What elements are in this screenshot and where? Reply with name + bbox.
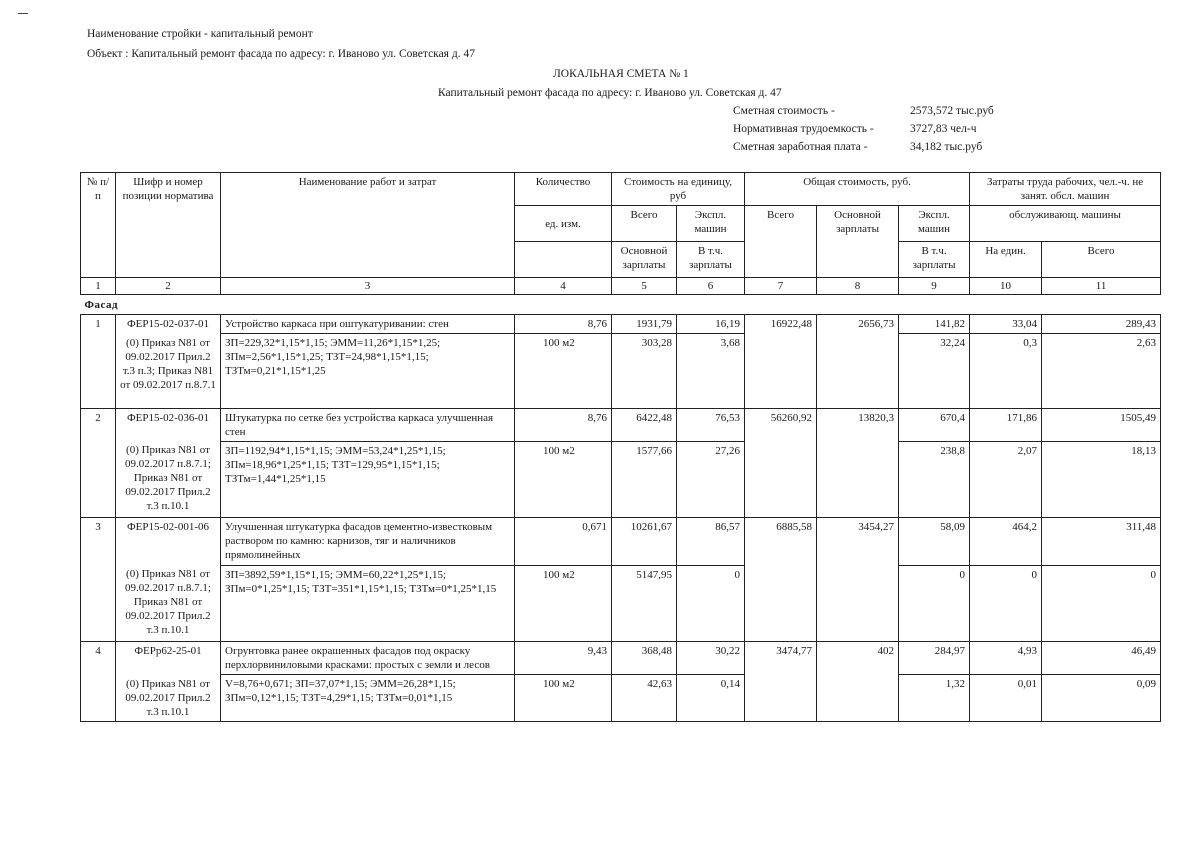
row-total-incl-wage: 238,8: [899, 441, 970, 517]
row-total-mach: 141,82: [899, 315, 970, 334]
row-unit-mach: 76,53: [677, 408, 745, 441]
col-number: 3: [221, 278, 515, 295]
row-labor-total: 289,43: [1042, 315, 1161, 334]
row-unit-total: 6422,48: [612, 408, 677, 441]
row-labor-total: 311,48: [1042, 517, 1161, 565]
row-code-note: (0) Приказ N81 от 09.02.2017 Прил.2 т.3 п.3; Приказ N81 от 09.02.2017 п.8.7.1: [116, 334, 221, 408]
header-unit-base-wage: Основной зарплаты: [612, 242, 677, 278]
row-total-base-wage: 3454,27: [817, 517, 899, 641]
row-unit: 100 м2: [515, 334, 612, 408]
row-total-base-wage: 402: [817, 642, 899, 722]
row-labor-per-unit: 464,2: [970, 517, 1042, 565]
row-total-mach: 284,97: [899, 642, 970, 675]
row-labor-total: 1505,49: [1042, 408, 1161, 441]
row-code: ФЕР15-02-001-06: [116, 517, 221, 565]
row-labor-serv-unit: 0,01: [970, 675, 1042, 722]
row-unit-incl-wage: 0: [677, 565, 745, 641]
row-unit-total: 368,48: [612, 642, 677, 675]
row-total-all: 3474,77: [745, 642, 817, 722]
labor-value: 3727,83 чел-ч: [910, 123, 977, 135]
row-labor-serv-unit: 0,3: [970, 334, 1042, 408]
header-total-cost: Общая стоимость, руб.: [745, 173, 970, 206]
row-num: 1: [81, 315, 116, 408]
header-labor-serving: обслуживающ. машины: [970, 206, 1161, 242]
header-unit-cost: Стоимость на единицу, руб: [612, 173, 745, 206]
document-title: ЛОКАЛЬНАЯ СМЕТА № 1: [553, 68, 689, 80]
row-name: Огрунтовка ранее окрашенных фасадов под окраску перхлорвиниловыми красками: простых с земли и лесов: [221, 642, 515, 675]
row-qty: 0,671: [515, 517, 612, 565]
row-code: ФЕР15-02-037-01: [116, 315, 221, 334]
header-total-mach: Экспл. машин: [899, 206, 970, 242]
section-title: Фасад: [81, 295, 1161, 315]
col-number: 2: [116, 278, 221, 295]
header-labor-total: Всего: [1042, 242, 1161, 278]
header-unit-incl-wage: В т.ч. зарплаты: [677, 242, 745, 278]
header-total-all: Всего: [745, 206, 817, 278]
header-unit-total: Всего: [612, 206, 677, 242]
header-code: Шифр и номер позиции норматива: [116, 173, 221, 278]
row-unit: 100 м2: [515, 565, 612, 641]
row-total-all: 6885,58: [745, 517, 817, 641]
row-labor-serv-total: 0,09: [1042, 675, 1161, 722]
row-unit-mach: 16,19: [677, 315, 745, 334]
wage-value: 34,182 тыс.руб: [910, 141, 983, 153]
row-total-mach: 58,09: [899, 517, 970, 565]
row-total-incl-wage: 0: [899, 565, 970, 641]
row-labor-serv-unit: 2,07: [970, 441, 1042, 517]
row-formula: ЗП=1192,94*1,15*1,15; ЭММ=53,24*1,25*1,15; ЗПм=18,96*1,25*1,15; ТЗТ=129,95*1,15*1,15; ТЗТм=1,44*1,25*1,15: [221, 441, 515, 517]
document-subtitle: Капитальный ремонт фасада по адресу: г. Иваново ул. Советская д. 47: [438, 87, 782, 99]
labor-label: Нормативная трудоемкость -: [733, 123, 874, 135]
row-qty: 8,76: [515, 408, 612, 441]
col-number: 4: [515, 278, 612, 295]
object-label: Объект : Капитальный ремонт фасада по адресу: г. Иваново ул. Советская д. 47: [87, 48, 475, 60]
row-total-mach: 670,4: [899, 408, 970, 441]
row-unit-base-wage: 1577,66: [612, 441, 677, 517]
row-labor-serv-total: 0: [1042, 565, 1161, 641]
row-total-all: 56260,92: [745, 408, 817, 517]
col-number: 7: [745, 278, 817, 295]
row-unit: 100 м2: [515, 675, 612, 722]
row-unit-incl-wage: 0,14: [677, 675, 745, 722]
row-qty: 9,43: [515, 642, 612, 675]
col-number: 10: [970, 278, 1042, 295]
header-num: № п/п: [81, 173, 116, 278]
row-total-base-wage: 2656,73: [817, 315, 899, 408]
header-labor: Затраты труда рабочих, чел.-ч. не занят. обсл. машин: [970, 173, 1161, 206]
row-qty: 8,76: [515, 315, 612, 334]
col-number: 9: [899, 278, 970, 295]
row-labor-total: 46,49: [1042, 642, 1161, 675]
row-labor-serv-unit: 0: [970, 565, 1042, 641]
row-formula: ЗП=3892,59*1,15*1,15; ЭММ=60,22*1,25*1,15; ЗПм=0*1,25*1,15; ТЗТ=351*1,15*1,15; ТЗТм=0*1,25*1,15: [221, 565, 515, 641]
row-num: 4: [81, 642, 116, 722]
row-total-all: 16922,48: [745, 315, 817, 408]
row-code-note: (0) Приказ N81 от 09.02.2017 Прил.2 т.3 п.10.1: [116, 675, 221, 722]
row-unit-base-wage: 5147,95: [612, 565, 677, 641]
row-total-incl-wage: 32,24: [899, 334, 970, 408]
row-name: Устройство каркаса при оштукатуривании: стен: [221, 315, 515, 334]
row-unit-incl-wage: 27,26: [677, 441, 745, 517]
construction-label: Наименование стройки - капитальный ремонт: [87, 28, 313, 40]
row-code: ФЕР15-02-036-01: [116, 408, 221, 441]
row-labor-per-unit: 33,04: [970, 315, 1042, 334]
row-name: Улучшенная штукатурка фасадов цементно-известковым раствором по камню: карнизов, тяг и наличников прямолинейных: [221, 517, 515, 565]
row-unit-mach: 30,22: [677, 642, 745, 675]
row-unit-base-wage: 42,63: [612, 675, 677, 722]
header-labor-per-unit: На един.: [970, 242, 1042, 278]
col-number: 1: [81, 278, 116, 295]
wage-label: Сметная заработная плата -: [733, 141, 868, 153]
row-unit-total: 1931,79: [612, 315, 677, 334]
row-unit-total: 10261,67: [612, 517, 677, 565]
header-unit-measure: ед. изм.: [515, 206, 612, 242]
header-qty: Количество: [515, 173, 612, 206]
row-labor-per-unit: 171,86: [970, 408, 1042, 441]
col-number: 11: [1042, 278, 1161, 295]
row-num: 2: [81, 408, 116, 517]
col-number: 6: [677, 278, 745, 295]
scan-mark: [18, 13, 28, 14]
row-code: ФЕРр62-25-01: [116, 642, 221, 675]
row-formula: ЗП=229,32*1,15*1,15; ЭММ=11,26*1,15*1,25; ЗПм=2,56*1,15*1,25; ТЗТ=24,98*1,15*1,15; ТЗТм=0,21*1,15*1,25: [221, 334, 515, 408]
estimate-table: [80, 172, 1161, 722]
col-number: 8: [817, 278, 899, 295]
cost-value: 2573,572 тыс.руб: [910, 105, 994, 117]
row-total-incl-wage: 1,32: [899, 675, 970, 722]
row-labor-serv-total: 18,13: [1042, 441, 1161, 517]
row-unit-mach: 86,57: [677, 517, 745, 565]
row-code-note: (0) Приказ N81 от 09.02.2017 п.8.7.1; Приказ N81 от 09.02.2017 Прил.2 т.3 п.10.1: [116, 565, 221, 641]
header-name: Наименование работ и затрат: [221, 173, 515, 278]
row-name: Штукатурка по сетке без устройства каркаса улучшенная стен: [221, 408, 515, 441]
header-total-base-wage: Основной зарплаты: [817, 206, 899, 278]
row-code-note: (0) Приказ N81 от 09.02.2017 п.8.7.1; Приказ N81 от 09.02.2017 Прил.2 т.3 п.10.1: [116, 441, 221, 517]
row-num: 3: [81, 517, 116, 641]
cost-label: Сметная стоимость -: [733, 105, 835, 117]
header-unit-mach: Экспл. машин: [677, 206, 745, 242]
row-unit-incl-wage: 3,68: [677, 334, 745, 408]
row-unit: 100 м2: [515, 441, 612, 517]
header-qty-blank: [515, 242, 612, 278]
row-unit-base-wage: 303,28: [612, 334, 677, 408]
row-formula: V=8,76+0,671; ЗП=37,07*1,15; ЭММ=26,28*1,15; ЗПм=0,12*1,15; ТЗТ=4,29*1,15; ТЗТм=0,01*1,15: [221, 675, 515, 722]
header-total-incl-wage: В т.ч. зарплаты: [899, 242, 970, 278]
row-labor-serv-total: 2,63: [1042, 334, 1161, 408]
row-total-base-wage: 13820,3: [817, 408, 899, 517]
row-labor-per-unit: 4,93: [970, 642, 1042, 675]
col-number: 5: [612, 278, 677, 295]
